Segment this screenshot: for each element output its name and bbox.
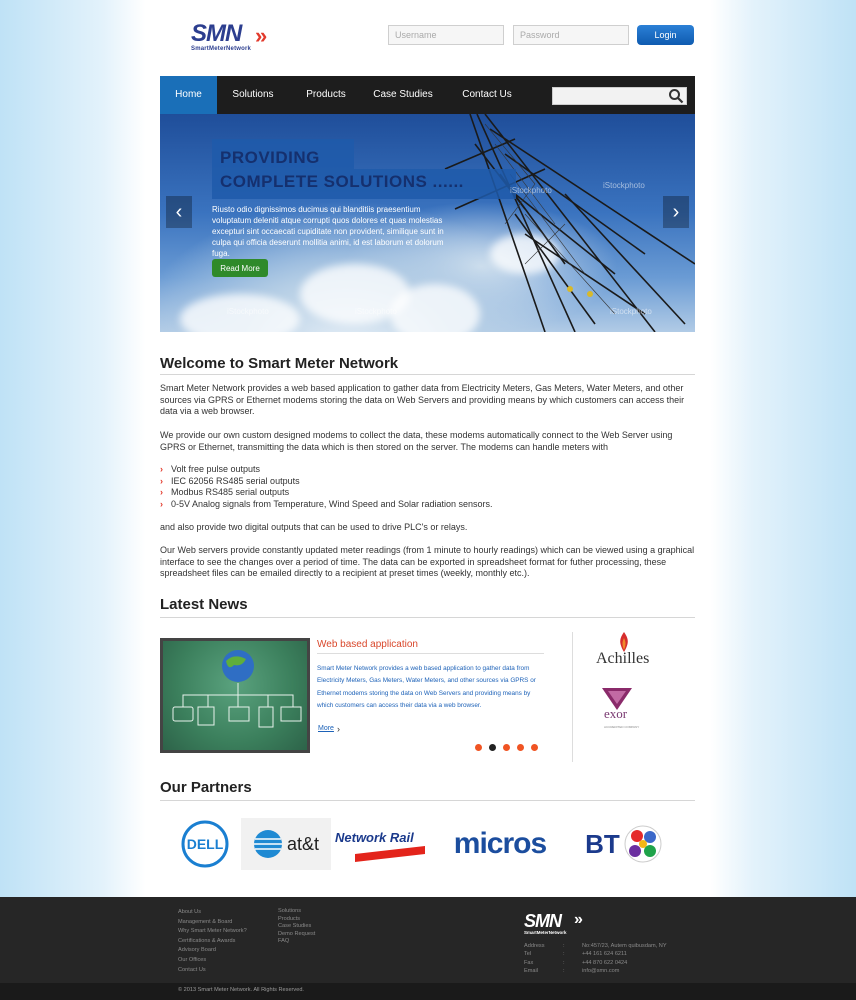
welcome-paragraph-2: We provide our own custom designed modems to collect the data, these modems automatically connect to the Web Server using GPRS or Ethernet, transmitting the data which is then stored on the server. The modems can handle meters with [160, 430, 673, 452]
news-more-link[interactable]: More [318, 725, 334, 732]
latest-news-title: Latest News [160, 596, 248, 613]
search-input[interactable] [552, 87, 687, 105]
footer-link-contact-us[interactable]: Contact Us [178, 966, 206, 973]
logo-chevron-icon: » [255, 23, 268, 48]
hero-slider [160, 114, 695, 332]
contact-address: No:457/23, Autem quibusdam, NY [582, 943, 667, 949]
hero-title-line2: COMPLETE SOLUTIONS ...... [220, 172, 464, 191]
welcome-title: Welcome to Smart Meter Network [160, 355, 399, 372]
achilles-flame-icon [616, 632, 632, 652]
micros-logo-text[interactable]: micros [453, 827, 547, 860]
slider-next-arrow-icon[interactable]: › [663, 196, 689, 228]
footer-link-about-us[interactable]: About Us [178, 909, 202, 915]
watermark: iStockphoto [510, 186, 552, 195]
footer-logo[interactable] [524, 911, 604, 937]
insulator [567, 286, 573, 292]
search-icon[interactable] [668, 88, 684, 104]
divider [160, 617, 695, 618]
footer-logo-chevron-icon: » [574, 911, 583, 928]
nav-item-home[interactable]: Home [160, 76, 217, 114]
logo-subtext: SmartMeterNetwork [191, 46, 252, 52]
contact-label: Fax [524, 959, 534, 966]
news-pager-dot[interactable] [503, 744, 510, 751]
footer-logo-subtext: SmartMeterNetwork [524, 930, 567, 935]
contact-email[interactable]: info@smn.com [582, 967, 620, 974]
welcome-paragraph-3: and also provide two digital outputs that can be used to drive PLC's or relays. [160, 522, 468, 532]
partner-logo-bt[interactable] [578, 818, 670, 870]
partner-logo-att[interactable] [241, 818, 331, 870]
footer-link-case-studies[interactable]: Case Studies [278, 923, 312, 929]
watermark: iStockphoto [610, 307, 652, 316]
partner-logo-dell[interactable] [180, 818, 230, 870]
hero-body: Riusto odio dignissimos ducimus qui blanditiis praesentium voluptatum deleniti atque corrupti quos dolores et quas molestias excepturi sint occaecati cupiditate non provident, similique sunt in culpa qui officia deserunt mollitia animi, id est laborum et dolorum fuga. [212, 205, 444, 258]
news-image[interactable] [160, 638, 310, 753]
news-pager-dot[interactable] [475, 744, 482, 751]
modem-features-list [160, 464, 493, 511]
copyright-text: © 2013 Smart Meter Network. All Rights Reserved. [178, 987, 304, 993]
footer-contact-colons: : : : : [563, 943, 565, 974]
list-item: › Volt free pulse outputs [160, 464, 493, 476]
achilles-logo[interactable] [596, 632, 658, 674]
network-rail-swoosh-icon [355, 846, 425, 862]
watermark: iStockphoto [355, 307, 397, 316]
password-input[interactable]: Password [513, 25, 629, 45]
contact-label: Email [524, 967, 538, 974]
dell-logo-text: DELL [186, 836, 224, 852]
nav-item-case-studies[interactable]: Case Studies [373, 89, 433, 100]
read-more-button[interactable]: Read More [212, 259, 268, 277]
contact-label: Address [524, 943, 545, 949]
pylon-illustration [415, 114, 695, 332]
contact-tel: +44 161 624 6211 [582, 951, 627, 958]
partners-title: Our Partners [160, 779, 252, 796]
att-globe-icon [253, 829, 283, 859]
footer-logo-text: SMN [524, 911, 561, 931]
news-pager-dot-active[interactable] [489, 744, 496, 751]
insulator [587, 291, 593, 297]
nav-item-contact-us[interactable]: Contact Us [462, 89, 512, 100]
exor-logo[interactable] [598, 688, 648, 733]
footer-links-col1 [178, 908, 247, 975]
footer-link-products[interactable]: Products [278, 915, 301, 922]
exor-logo-subtext: ACCREDITED COMPANY [604, 725, 640, 729]
partner-logo-network-rail[interactable] [335, 818, 430, 870]
chevron-right-icon: › [337, 724, 340, 734]
divider [160, 800, 695, 801]
nav-item-solutions[interactable]: Solutions [232, 89, 274, 100]
footer-bottom-bar [0, 983, 856, 1000]
nav-item-products[interactable]: Products [306, 89, 346, 100]
site-logo[interactable] [191, 22, 291, 56]
bt-logo-text: BT [585, 828, 620, 859]
footer-links-col2 [278, 908, 315, 946]
divider [317, 653, 544, 654]
footer-link-advisory-board[interactable]: Advisory Board [178, 947, 216, 954]
login-button[interactable]: Login [637, 25, 694, 45]
divider [160, 374, 695, 375]
footer-link-solutions[interactable]: Solutions [278, 908, 302, 914]
footer-link-demo-request[interactable]: Demo Request [278, 930, 316, 937]
bt-globe-icon [623, 824, 663, 864]
footer-link-certifications[interactable]: Certifications & Awards [178, 937, 236, 944]
news-item-text: Smart Meter Network provides a web based application to gather data from Electricity Meters, Gas Meters, Water Meters, and other sources via GPRS or Ethernet modems storing the data on Web Servers and providing means by which customers can access their data via a web browser. [317, 665, 536, 709]
contact-fax: +44 870 622 0424 [582, 959, 628, 966]
footer-link-our-offices[interactable]: Our Offices [178, 956, 207, 963]
list-item: › Modbus RS485 serial outputs [160, 487, 493, 499]
att-logo-text: at&t [286, 833, 320, 854]
contact-label: Tel [524, 951, 532, 958]
list-item: › 0-5V Analog signals from Temperature, Wind Speed and Solar radiation sensors. [160, 499, 493, 511]
achilles-logo-text: Achilles [596, 650, 650, 667]
news-pager-dot[interactable] [531, 744, 538, 751]
hero-title-line1: PROVIDING [220, 148, 320, 167]
footer-link-why-smn[interactable]: Why Smart Meter Network? [178, 928, 247, 935]
footer-link-management[interactable]: Management & Board [178, 918, 233, 925]
welcome-paragraph-1: Smart Meter Network provides a web based application to gather data from Electricity Meters, Gas Meters, Water Meters, and other sources via GPRS or Ethernet modems storing the data on Web Servers and providing means by which customers can access their data via a web browser. [160, 383, 685, 416]
news-pager-dot[interactable] [517, 744, 524, 751]
username-input[interactable]: Username [388, 25, 504, 45]
welcome-paragraph-4: Our Web servers provide constantly updated meter readings (from 1 minute to hourly readings) which can be viewed using a graphical interface to see the changes over a period of time. The data can be exported in spreadsheet format for futher processing, these spreadsheet files can be emailed directly to a recipient at preset times (weekly, monthly etc.). [160, 545, 695, 578]
footer-contact-values [582, 942, 667, 975]
slider-prev-arrow-icon[interactable]: ‹ [166, 196, 192, 228]
network-rail-logo-text: Network Rail [335, 830, 414, 845]
watermark: iStockphoto [227, 307, 269, 316]
news-item-title[interactable]: Web based application [317, 639, 418, 650]
list-item: › IEC 62056 RS485 serial outputs [160, 476, 493, 488]
news-side-divider [572, 632, 573, 762]
footer-link-faq[interactable]: FAQ [278, 938, 290, 944]
logo-text: SMN [191, 20, 242, 47]
exor-logo-text: exor [604, 706, 628, 721]
watermark: iStockphoto [603, 181, 645, 190]
network-illustration [163, 641, 307, 750]
footer-contact-labels [524, 942, 545, 975]
